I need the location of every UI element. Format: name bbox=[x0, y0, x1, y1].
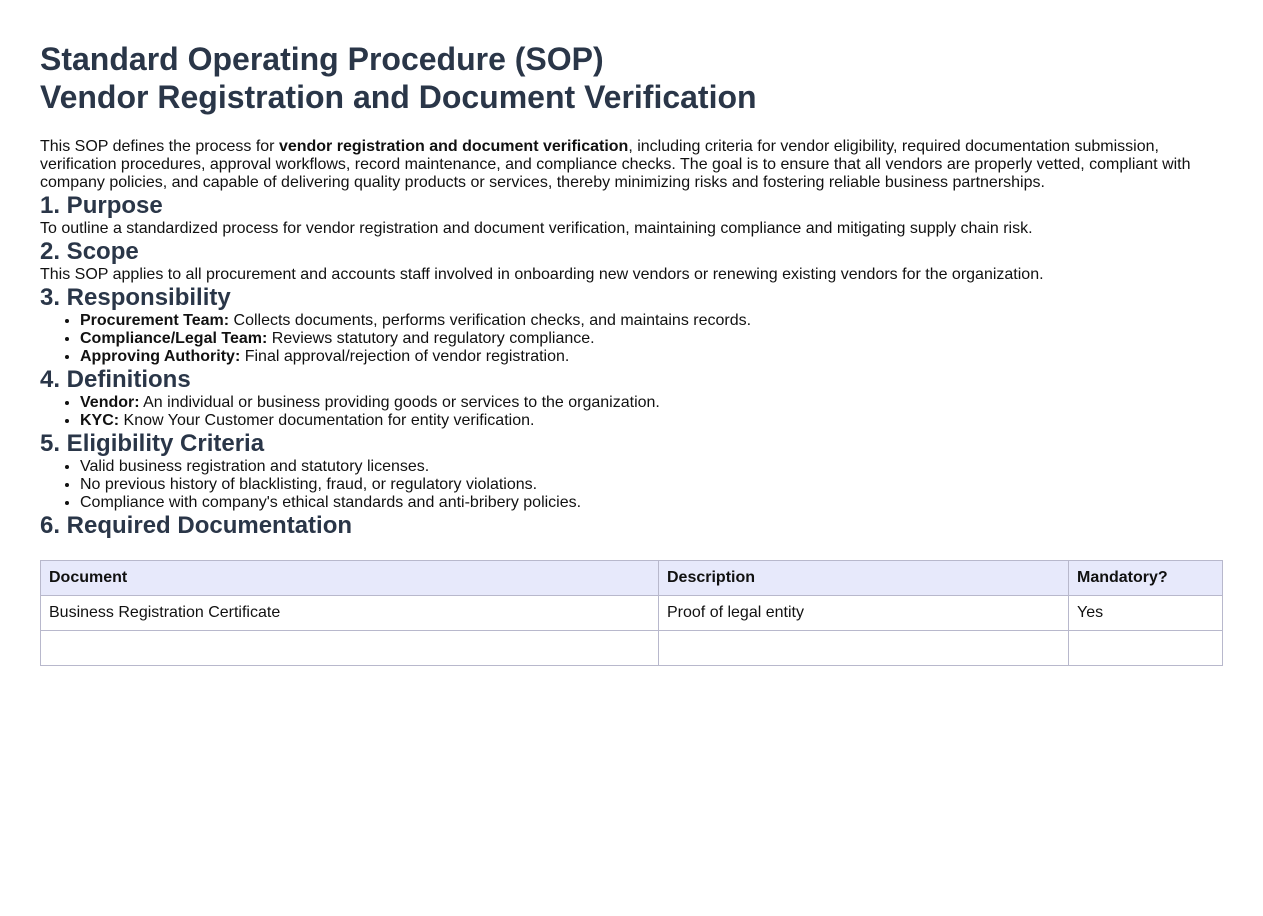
eligibility-list bbox=[40, 458, 1223, 512]
list-item bbox=[80, 412, 1223, 430]
documentation-table bbox=[40, 560, 1223, 666]
column-header-mandatory: Mandatory? bbox=[1069, 561, 1223, 596]
table-cell-description: Proof of legal entity bbox=[659, 596, 1069, 631]
list-item: • Compliance with company's ethical standards and anti-bribery policies. bbox=[80, 494, 1223, 512]
intro-bold-text: vendor registration and document verification bbox=[278, 138, 629, 155]
document-title bbox=[40, 40, 1223, 116]
responsibility-list bbox=[40, 312, 1223, 366]
responsibility-heading: 3. Responsibility bbox=[40, 284, 231, 311]
column-header-description: Description bbox=[659, 561, 1069, 596]
scope-heading: 2. Scope bbox=[40, 238, 139, 265]
list-item-term: KYC: bbox=[80, 412, 120, 429]
definitions-list bbox=[40, 394, 1223, 430]
table-row bbox=[41, 596, 1223, 631]
list-item-text: An individual or business providing goods or services to the organization. bbox=[139, 394, 660, 411]
column-header-document: Document bbox=[41, 561, 659, 596]
table-cell-empty bbox=[1069, 631, 1223, 666]
purpose-heading: 1. Purpose bbox=[40, 192, 163, 219]
list-item bbox=[80, 348, 1223, 366]
list-item-term: Vendor: bbox=[80, 394, 140, 411]
table-cell-mandatory: Yes bbox=[1069, 596, 1223, 631]
table-row-partial bbox=[41, 631, 1223, 666]
purpose-text: To outline a standardized process for vendor registration and document verification, maintaining compliance and mitigating supply chain risk. bbox=[40, 220, 1033, 237]
documentation-heading: 6. Required Documentation bbox=[40, 512, 353, 539]
list-item-term: Compliance/Legal Team: bbox=[80, 330, 268, 347]
list-item-text: Collects documents, performs verification checks, and maintains records. bbox=[229, 312, 752, 329]
eligibility-heading: 5. Eligibility Criteria bbox=[40, 430, 265, 457]
table-header-row bbox=[41, 561, 1223, 596]
list-item-text: Reviews statutory and regulatory compliance. bbox=[267, 330, 595, 347]
title-line-1: Standard Operating Procedure (SOP) bbox=[40, 41, 604, 77]
scope-text: This SOP applies to all procurement and accounts staff involved in onboarding new vendors or renewing existing vendors for the organization. bbox=[40, 266, 1044, 283]
definitions-heading: 4. Definitions bbox=[40, 366, 191, 393]
list-item bbox=[80, 312, 1223, 330]
list-item-term: Procurement Team: bbox=[80, 312, 230, 329]
title-line-2: Vendor Registration and Document Verification bbox=[40, 79, 757, 115]
intro-paragraph bbox=[40, 138, 1210, 192]
list-item-text: Final approval/rejection of vendor registration. bbox=[240, 348, 570, 365]
table-cell-document: Business Registration Certificate bbox=[41, 596, 659, 631]
table-cell-empty bbox=[41, 631, 659, 666]
intro-text-start: This SOP defines the process for bbox=[40, 138, 279, 155]
list-item: • No previous history of blacklisting, fraud, or regulatory violations. bbox=[80, 476, 1223, 494]
list-item bbox=[80, 330, 1223, 348]
list-item: • Valid business registration and statutory licenses. bbox=[80, 458, 1223, 476]
list-item bbox=[80, 394, 1223, 412]
table-cell-empty bbox=[659, 631, 1069, 666]
list-item-term: Approving Authority: bbox=[80, 348, 241, 365]
list-item-text: Know Your Customer documentation for entity verification. bbox=[119, 412, 535, 429]
intro-text-end: , including criteria for vendor eligibility, required documentation submission, verification procedures, approval workflows, record maintenance, and compliance checks. The goal is to ensure that all vendors are properly vetted, compliant with company policies, and capable of delivering quality products or services, thereby minimizing risks and fostering reliable business partnerships. bbox=[40, 138, 1191, 191]
